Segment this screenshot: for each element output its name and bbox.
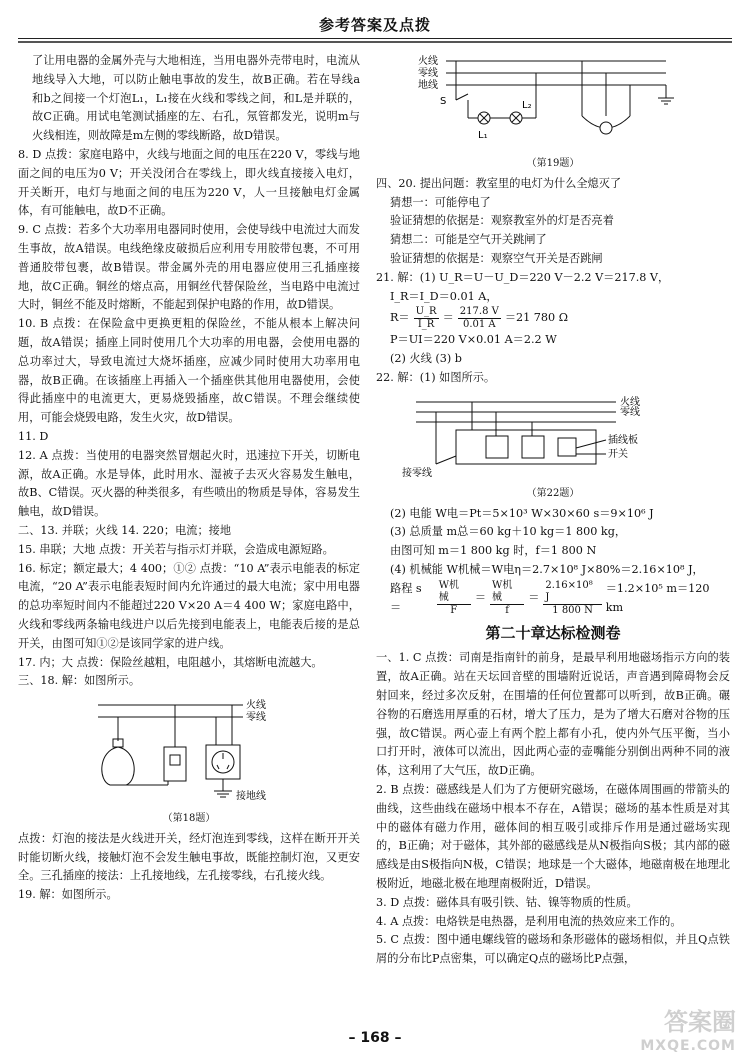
fig22-zero-label: 零线 — [620, 406, 640, 418]
s-f3-den: 1 800 N — [552, 605, 593, 617]
answer-22-energy: (2) 电能 W电＝Pt＝5×10³ W×30×60 s＝9×10⁶ J — [390, 506, 654, 520]
switch-icon — [456, 94, 468, 100]
answer-21-resistance — [376, 306, 730, 331]
ch20-answer-2: 2. B 点拨：磁感线是人们为了方便研究磁场，在磁体周围画的带箭头的曲线，这些曲线在磁场中根本不存在，A错误；磁场的基本性质是对其中的磁体有磁力作用，磁体间的相互吸引或排斥作用是通过磁场实现的，B正确；对于磁体，其外部的磁感线是从N极指向S极；其内部的磁感线是由S极指向N极，C错误；地球是一个大磁体，地磁南极在地理北极附近，地磁北极在地理南极附近，D错误。 — [376, 782, 730, 890]
s-f1-den: F — [450, 605, 458, 617]
s-rhs: ＝1.2×10⁵ m＝120 km — [605, 581, 710, 614]
answer-18-note: 点拨：灯泡的接法是火线进开关，经灯泡连到零线，这样在断开开关时能切断火线，接触灯泡不会发生触电事故，既能控制灯泡，又更安全。三孔插座的接法：上孔接地线，左孔接零线，右孔接火线。 — [18, 831, 360, 883]
watermark-main: 答案圈 — [664, 1008, 736, 1036]
fig19-s-label: S — [440, 96, 447, 107]
s-fraction-3 — [543, 580, 601, 617]
fig22-socket-2 — [522, 436, 544, 458]
answer-17: 17. 内；大 点拨：保险丝越粗，电阻越小，其熔断电流越大。 — [18, 655, 323, 669]
left-column — [18, 52, 360, 905]
answer-20-basis2: 验证猜想的依据是：观察空气开关是否跳闸 — [390, 251, 603, 265]
fig18-fire-label: 火线 — [246, 700, 266, 712]
fig22-conn-label: 接零线 — [402, 467, 432, 479]
fig18-zero-label: 零线 — [246, 712, 266, 724]
r-fraction-2 — [458, 306, 501, 331]
right-column — [376, 48, 730, 969]
s-fraction-2 — [490, 580, 524, 617]
q7-continuation: 了让用电器的金属外壳与大地相连，当用电器外壳带电时，电流从地线导入大地，可以防止触电事故的发生，故B正确。若在导线a和b之间接一个灯泡L₁，L₁接在火线和零线之间，和L是并联的，故C正确。用试电笔测试插座的左、右孔，氖管都发光，说明m与火线相连，则故障是m左侧的零线断路，故D错误。 — [32, 54, 360, 143]
r-fraction-1 — [414, 306, 439, 331]
answer-18: 三、18. 解：如图所示。 — [18, 674, 141, 688]
answer-11: 11. D — [18, 429, 49, 443]
figure-19-caption: （第19题） — [526, 157, 580, 169]
r-f2-num: 217.8 V — [459, 306, 499, 318]
s-eq1: ＝ — [474, 591, 487, 605]
fig22-board-pointer — [576, 440, 606, 448]
s-f2-den: f — [505, 605, 509, 617]
figure-18-diagram — [18, 695, 358, 805]
r-f1-den: I_R — [417, 319, 435, 331]
header-rule-thick — [18, 41, 732, 43]
answer-9: 9. C 点拨：若多个大功率用电器同时使用，会使导线中电流过大而发生事故，故A错误。电线绝缘皮破损后应利用专用胶带包裹，不可用普通胶带包裹，故B错误。带金属外壳的用电器应使用三孔插座接地，故C正确。铜丝的熔点高，用铜丝代替保险丝，当电路中电流过大时，铜丝不能及时熔断，不能起到保护电路的作用，故D错误。 — [18, 223, 360, 312]
page-header — [0, 0, 750, 40]
figure-22-diagram — [376, 392, 726, 480]
socket-icon — [206, 745, 240, 779]
answer-22-mech: (4) 机械能 W机械＝W电η＝2.7×10⁸ J×80%＝2.16×10⁸ J， — [390, 562, 704, 576]
answer-19: 19. 解：如图所示。 — [18, 888, 118, 902]
figure-19-diagram — [376, 52, 726, 150]
ch20-answer-3: 3. D 点拨：磁体具有吸引铁、钴、镍等物质的性质。 — [376, 895, 638, 909]
s-fraction-1 — [437, 580, 471, 617]
watermark-logo — [640, 1010, 736, 1058]
answer-22-mass: (3) 总质量 m总＝60 kg＋10 kg＝1 800 kg， — [390, 525, 627, 539]
answer-20-guess2: 猜想二：可能是空气开关跳闸了 — [390, 233, 547, 247]
answer-21-power: P＝UI＝220 V×0.01 A＝2.2 W — [390, 333, 557, 347]
ch20-answer-5: 5. C 点拨：图中通电螺线管的磁场和条形磁体的磁场相似，并且Q点铁屑的分布比P点密集，可以确定Q点的磁场比P点强， — [376, 933, 730, 966]
fig19-l1-label: L₁ — [478, 130, 488, 141]
r-f2-den: 0.01 A — [462, 319, 496, 331]
answer-22-distance — [376, 580, 730, 618]
s-eq2: ＝ — [528, 591, 540, 605]
r-lhs: R＝ — [390, 311, 410, 325]
answer-20-question: 四、20. 提出问题：教室里的电灯为什么全熄灭了 — [376, 176, 622, 190]
switch-icon — [558, 438, 576, 456]
fig19-l2-label: L₂ — [522, 100, 532, 111]
answer-21-parts: (2) 火线 (3) b — [390, 352, 462, 366]
s-f1-num: W机械 — [437, 580, 471, 605]
r-f1-num: U_R — [415, 306, 437, 318]
answer-15: 15. 串联；大地 点拨：开关若与指示灯并联，会造成电源短路。 — [18, 542, 334, 556]
header-title: 参考答案及点拨 — [318, 16, 431, 34]
fig22-conn-pointer — [436, 456, 456, 464]
bulb-icon — [102, 747, 134, 785]
answer-12: 12. A 点拨：当使用的电器突然冒烟起火时，迅速拉下开关，切断电源，故A正确。水是导体，此时用水、湿被子去灭火容易发生触电，故B、C错误。灭火器的种类很多，有些喷出的物质是导体，容易发生触电，故D错误。 — [18, 448, 360, 519]
page-number: – 168 – — [348, 1030, 402, 1046]
watermark-sub: MXQE.COM — [640, 1038, 736, 1054]
answer-20-guess1: 猜想一：可能停电了 — [390, 195, 491, 209]
answer-10: 10. B 点拨：在保险盒中更换更粗的保险丝，不能从根本上解决问题，故A错误；插座上同时使用几个大功率的用电器，会使用电器的总功率过大，导致电流过大烧坏插座，应减少同时使用大功率用电器，故B正确。在该插座上再插入一个插座供其他用电器使用，会使得此插座中的电流更大，更易烧毁插座，故C错误。不理会继续使用，可能会烧毁电路，发生火灾，故D错误。 — [18, 317, 360, 425]
fig18-socket-pin-left — [217, 765, 219, 769]
switch-icon — [164, 747, 186, 781]
socket-icon — [600, 122, 612, 134]
ch20-answer-4: 4. A 点拨：电烙铁是电热器，是利用电流的热效应来工作的。 — [376, 914, 682, 928]
figure-18 — [18, 695, 360, 826]
answer-8: 8. D 点拨：家庭电路中，火线与地面之间的电压在220 V，零线与地面之间的电压为0 V；开关没闭合在零线上，即火线直接接入电灯，开关断开，电灯与地面之间的电压为220 V，人一旦接触电灯金属体，有可能触电，故D不正确。 — [18, 147, 360, 218]
answer-22-force: 由图可知 m＝1 800 kg 时，f＝1 800 N — [390, 544, 597, 558]
fig22-board-label: 插线板 — [608, 434, 638, 446]
section-title: 第二十章达标检测卷 — [485, 624, 621, 643]
figure-19 — [376, 52, 730, 171]
power-strip-icon — [456, 430, 596, 464]
fig18-switch-knob — [170, 755, 180, 765]
answer-13-14: 二、13. 并联；火线 14. 220；电流；接地 — [18, 523, 232, 537]
s-lhs: 路程 s＝ — [390, 581, 422, 614]
answer-16: 16. 标定；额定最大；4 400；①② 点拨：“10 A”表示电能表的标定电流，“20 A”表示电能表短时间内允许通过的最大电流；家中用电器的总功率短时间内不能超过220 V×20 A＝4 400 W；家庭电路中，火线和零线两条输电线进户以后先接到电能表上，电能表后接的是总开关，由图可知①②是该同学家的进户线。 — [18, 561, 360, 650]
figure-22-caption: （第22题） — [526, 487, 580, 499]
answer-20-basis1: 验证猜想的依据是：观察教室外的灯是否亮着 — [390, 214, 614, 228]
header-rule — [18, 38, 732, 39]
answer-22: 22. 解：(1) 如图所示。 — [376, 370, 496, 384]
fig18-socket-pin-right — [227, 765, 229, 769]
fig22-socket-1 — [486, 436, 508, 458]
fig22-switch-label: 开关 — [608, 448, 628, 460]
r-rhs: ＝21 780 Ω — [504, 311, 568, 325]
figure-22 — [376, 392, 730, 501]
fig19-ground-label: 地线 — [418, 80, 438, 91]
ch20-answer-1: 一、1. C 点拨：司南是指南针的前身，是最早利用地磁场指示方向的装置，故A正确。站在天坛回音壁的围墙附近说话，声音遇到障碍物会反射回来，经过多次反射，在围墙的任何位置都可以听到，故B正确。碾谷物的石磨选用厚重的石材，增大了压力，是为了增大石磨对谷物的压强，故C错误。两心壶上有两个腔上都有小孔，使内外气压平衡，当小口打开时，液体可以流出，因此两心壶的壶嘴能分别倒出两种不同的液体，这利用了大气压，故D正确。 — [376, 651, 730, 778]
answer-21-line1: 21. 解：(1) U_R＝U－U_D＝220 V－2.2 V＝217.8 V， — [376, 270, 670, 284]
answer-21-line2: I_R＝I_D＝0.01 A， — [390, 289, 498, 303]
s-f2-num: W机械 — [490, 580, 524, 605]
fig18-ground-label: 接地线 — [236, 791, 266, 803]
r-eq: ＝ — [442, 311, 454, 325]
figure-18-caption: （第18题） — [162, 812, 216, 824]
fig22-fire-label: 火线 — [620, 396, 640, 408]
fig19-fire-label: 火线 — [418, 56, 438, 67]
s-f3-num: 2.16×10⁸ J — [543, 580, 601, 605]
fig19-zero-label: 零线 — [418, 68, 438, 79]
